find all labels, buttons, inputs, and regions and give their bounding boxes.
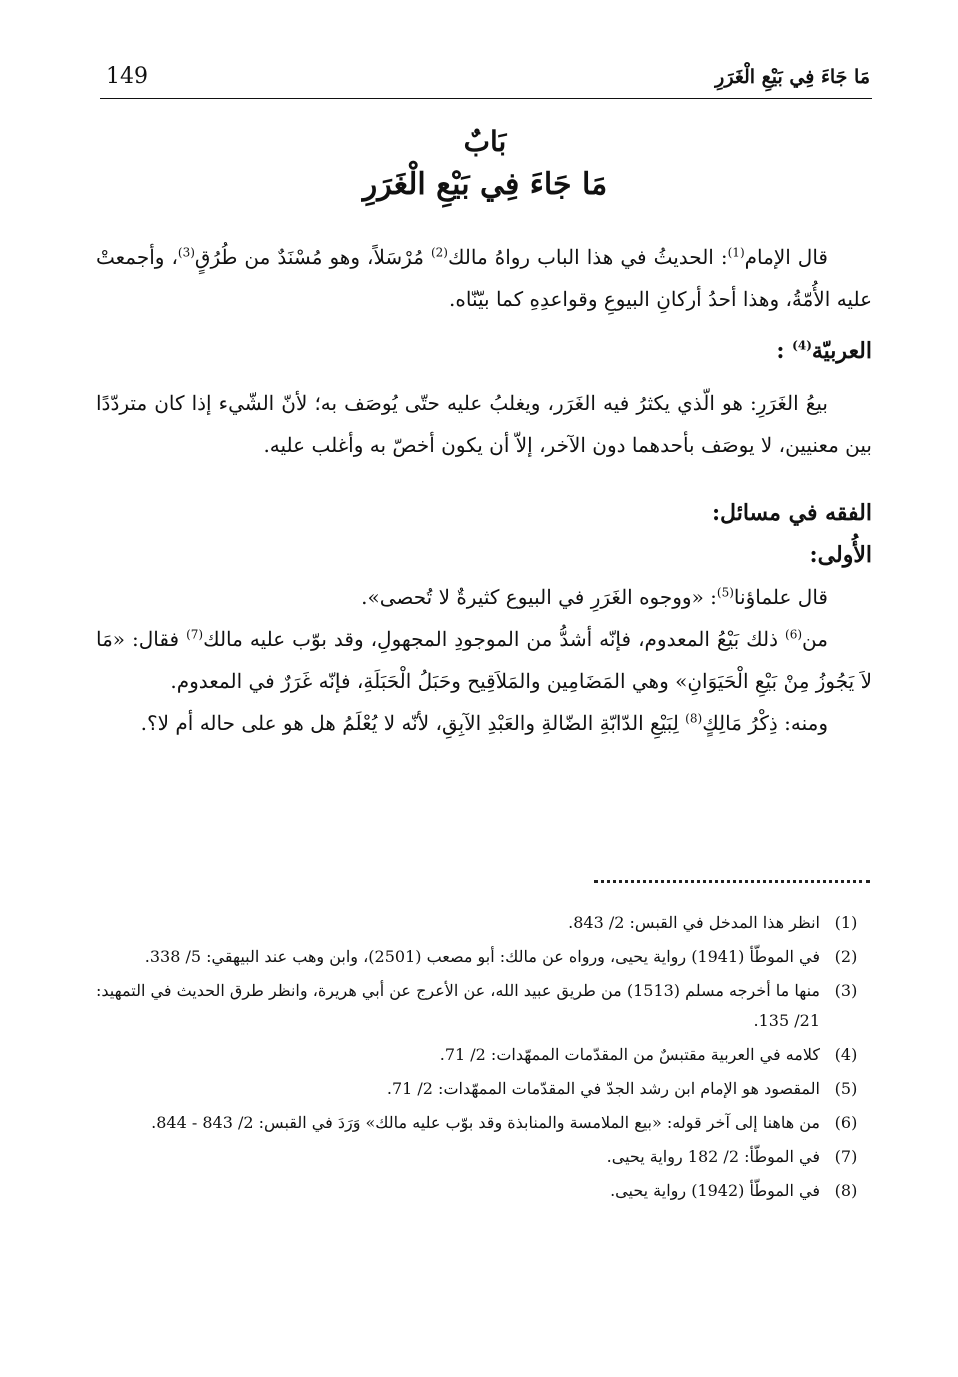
- heading-colon: :: [776, 338, 785, 364]
- footnote-item: [96, 1108, 872, 1138]
- footnote-text: من هاهنا إلى آخر قوله: «بيع الملامسة والمنابذة وقد بوّب عليه مالك» وَرَدَ في القبس: 2/ 843 - 844.: [151, 1113, 820, 1132]
- paragraph-text: قال علماؤنا: [733, 585, 828, 609]
- footnote-text: منها ما أخرجه مسلم (1513) من طريق عبيد الله، عن الأعرج عن أبي هريرة، وانظر طرق الحديث في التمهيد: 21/ 135.: [96, 981, 820, 1030]
- footnote-separator: [100, 880, 870, 894]
- footnote-ref[interactable]: (8): [685, 711, 703, 726]
- chapter-kicker: بَابٌ: [463, 125, 507, 158]
- footnote-item: [96, 942, 872, 972]
- paragraph-text: لِبَيْعِ الدّابّةِ الضّالةِ والعَبْدِ الآبِقِ، لأنّه لا يُعْلَمُ هل هو على حاله أم لا؟.: [140, 711, 686, 735]
- footnote-number: (6): [834, 1113, 858, 1132]
- footnote-number: (5): [834, 1079, 858, 1098]
- paragraph-madum: [96, 618, 872, 702]
- section-heading-fiqh: الفقه في مسائل:: [711, 500, 872, 526]
- footnote-ref[interactable]: (1): [727, 245, 745, 260]
- paragraph-text: : «ووجوه الغَرَرِ في البيوع كثيرةٌ لا تُحصى».: [361, 585, 717, 609]
- paragraph-text: مُرْسَلاً، وهو مُسْنَدٌ من طُرُقٍ: [194, 245, 431, 269]
- paragraph-text: ، وأجمعتْ عليه الأُمّةُ، وهذا أحدُ أركانِ البيوعِ وقواعدِهِ كما بيّنّاه.: [96, 245, 872, 311]
- subheading-first: الأُولى:: [809, 542, 872, 568]
- paragraph-imam: [96, 236, 872, 320]
- footnote-ref[interactable]: (7): [186, 627, 204, 642]
- paragraph-text: قال الإمام: [744, 245, 828, 269]
- footnote-ref[interactable]: (3): [177, 245, 195, 260]
- main-text: [96, 236, 872, 744]
- footnote-item: [96, 1142, 872, 1172]
- footnote-text: انظر هذا المدخل في القبس: 2/ 843.: [568, 913, 820, 932]
- footnote-text: في الموطّأ (1941) رواية يحيى، ورواه عن مالك: أبو مصعب (2501)، وابن وهب عند البيهقي: 5/ 338.: [144, 947, 820, 966]
- paragraph-ulama: [96, 576, 872, 618]
- footnote-ref[interactable]: (6): [785, 627, 803, 642]
- running-title: مَا جَاءَ فِي بَيْعِ الْغَرَرِ: [715, 66, 870, 88]
- footnote-ref[interactable]: (4): [792, 338, 812, 353]
- footnote-ref[interactable]: (5): [716, 585, 734, 600]
- paragraph-gharar-definition: بيعُ الغَرَرِ: هو الّذي يكثرُ فيه الغَرَر، ويغلبُ عليه حتّى يُوصَف به؛ لأنّ الشّيء إذا كان متردّدًا بين معنيين، لا يوصَف بأحدهما دون الآخر، إلاّ أن يكون أخصّ به وأغلب عليه.: [96, 391, 872, 457]
- footnote-number: (8): [834, 1181, 858, 1200]
- footnote-number: (3): [834, 981, 858, 1000]
- footnotes: [96, 908, 872, 1210]
- footnote-text: المقصود هو الإمام ابن رشد الجدّ في المقدّمات الممهّدات: 2/ 71.: [386, 1079, 820, 1098]
- footnote-ref[interactable]: (2): [430, 245, 448, 260]
- running-header: [100, 62, 870, 98]
- footnote-text: كلامه في العربية مقتبسٌ من المقدّمات الممهّدات: 2/ 71.: [439, 1045, 820, 1064]
- footnote-item: [96, 976, 872, 1036]
- header-rule: [100, 98, 872, 99]
- chapter-title: مَا جَاءَ فِي بَيْعِ الْغَرَرِ: [362, 167, 608, 202]
- paragraph-text: من: [802, 627, 828, 651]
- footnote-number: (7): [834, 1147, 858, 1166]
- chapter-heading: [100, 122, 870, 208]
- footnote-text: في الموطّأ: 2/ 182 رواية يحيى.: [606, 1147, 820, 1166]
- footnote-item: [96, 1176, 872, 1206]
- footnote-text: في الموطّأ (1942) رواية يحيى.: [610, 1181, 820, 1200]
- paragraph-text: ذلك بَيْعُ المعدوم، فإنّه أشدُّ من الموجودِ المجهولِ، وقد بوّب عليه مالك: [203, 627, 786, 651]
- paragraph-text: ومنه: ذِكْرُ مَالِكٍ: [702, 711, 828, 735]
- footnote-number: (1): [834, 913, 858, 932]
- paragraph-text: فقال: «مَا لاَ يَجُوزُ مِنْ بَيْعِ الْحَيَوَانِ» وهي المَضَامِين والمَلاَقِيح وحَبَلُ الْحَبَلَةِ، فإنّه غَرَرٌ في المعدوم.: [96, 627, 872, 693]
- footnote-item: [96, 1074, 872, 1104]
- footnote-item: [96, 1040, 872, 1070]
- page-number: 149: [106, 64, 148, 89]
- paragraph-text: : الحديثُ في هذا الباب رواهُ مالك: [447, 245, 728, 269]
- heading-label: العربيّة: [811, 338, 872, 364]
- paragraph-dabba: [96, 702, 872, 744]
- footnote-number: (4): [834, 1045, 858, 1064]
- footnote-number: (2): [834, 947, 858, 966]
- section-heading-arabiyya: [96, 330, 872, 372]
- footnote-item: [96, 908, 872, 938]
